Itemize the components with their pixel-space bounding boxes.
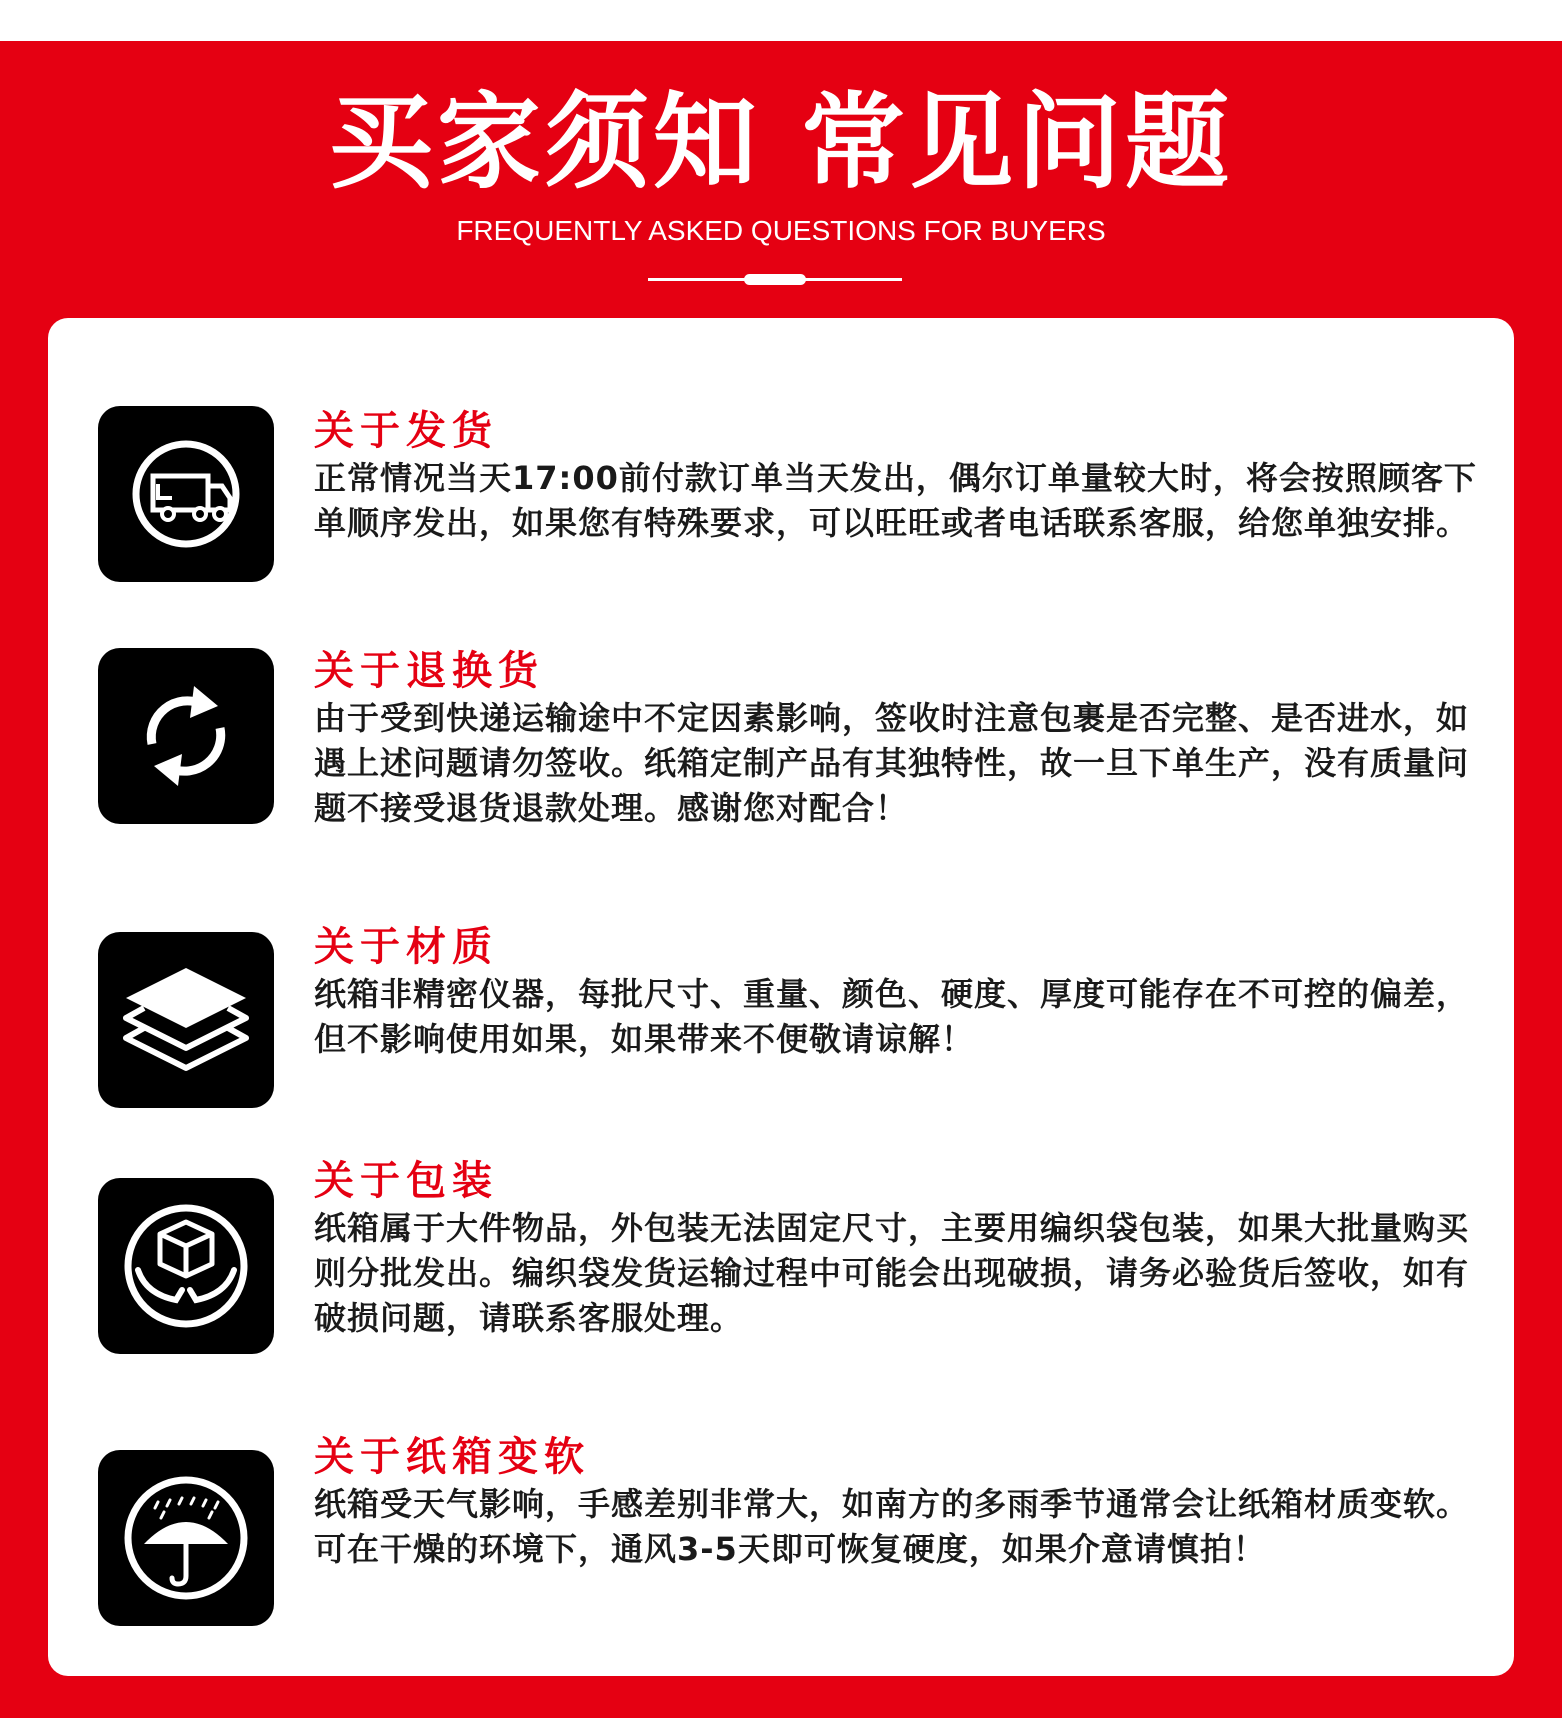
faq-title: 关于材质 — [314, 924, 498, 970]
delivery-truck-icon — [98, 406, 274, 582]
faq-title: 关于包装 — [314, 1158, 498, 1204]
umbrella-rain-icon — [98, 1450, 274, 1626]
refresh-arrows-icon — [98, 648, 274, 824]
faq-title: 关于纸箱变软 — [314, 1434, 590, 1480]
faq-body: 由于受到快递运输途中不定因素影响，签收时注意包裹是否完整、是否进水，如遇上述问题请勿签收。纸箱定制产品有其独特性，故一旦下单生产，没有质量问题不接受退货退款处理。感谢您对配合！ — [314, 699, 1470, 827]
faq-card — [48, 318, 1514, 1676]
layers-icon — [98, 932, 274, 1108]
faq-title: 关于发货 — [314, 408, 498, 454]
page-subtitle: FREQUENTLY ASKED QUESTIONS FOR BUYERS — [456, 215, 1106, 246]
faq-body: 纸箱受天气影响，手感差别非常大，如南方的多雨季节通常会让纸箱材质变软。可在干燥的环境下，通风3-5天即可恢复硬度，如果介意请慎拍！ — [314, 1485, 1470, 1568]
divider-pill — [744, 274, 806, 285]
page-title: 买家须知 常见问题 — [328, 81, 1234, 203]
faq-title: 关于退换货 — [314, 648, 544, 694]
faq-body: 正常情况当天17:00前付款订单当天发出，偶尔订单量较大时，将会按照顾客下单顺序发出，如果您有特殊要求，可以旺旺或者电话联系客服，给您单独安排。 — [314, 459, 1477, 542]
title-divider — [648, 274, 902, 284]
box-in-hands-icon — [98, 1178, 274, 1354]
faq-body: 纸箱属于大件物品，外包装无法固定尺寸，主要用编织袋包装，如果大批量购买则分批发出。编织袋发货运输过程中可能会出现破损，请务必验货后签收，如有破损问题，请联系客服处理。 — [314, 1209, 1470, 1337]
faq-body: 纸箱非精密仪器，每批尺寸、重量、颜色、硬度、厚度可能存在不可控的偏差，但不影响使用如果，如果带来不便敬请谅解！ — [314, 975, 1470, 1058]
